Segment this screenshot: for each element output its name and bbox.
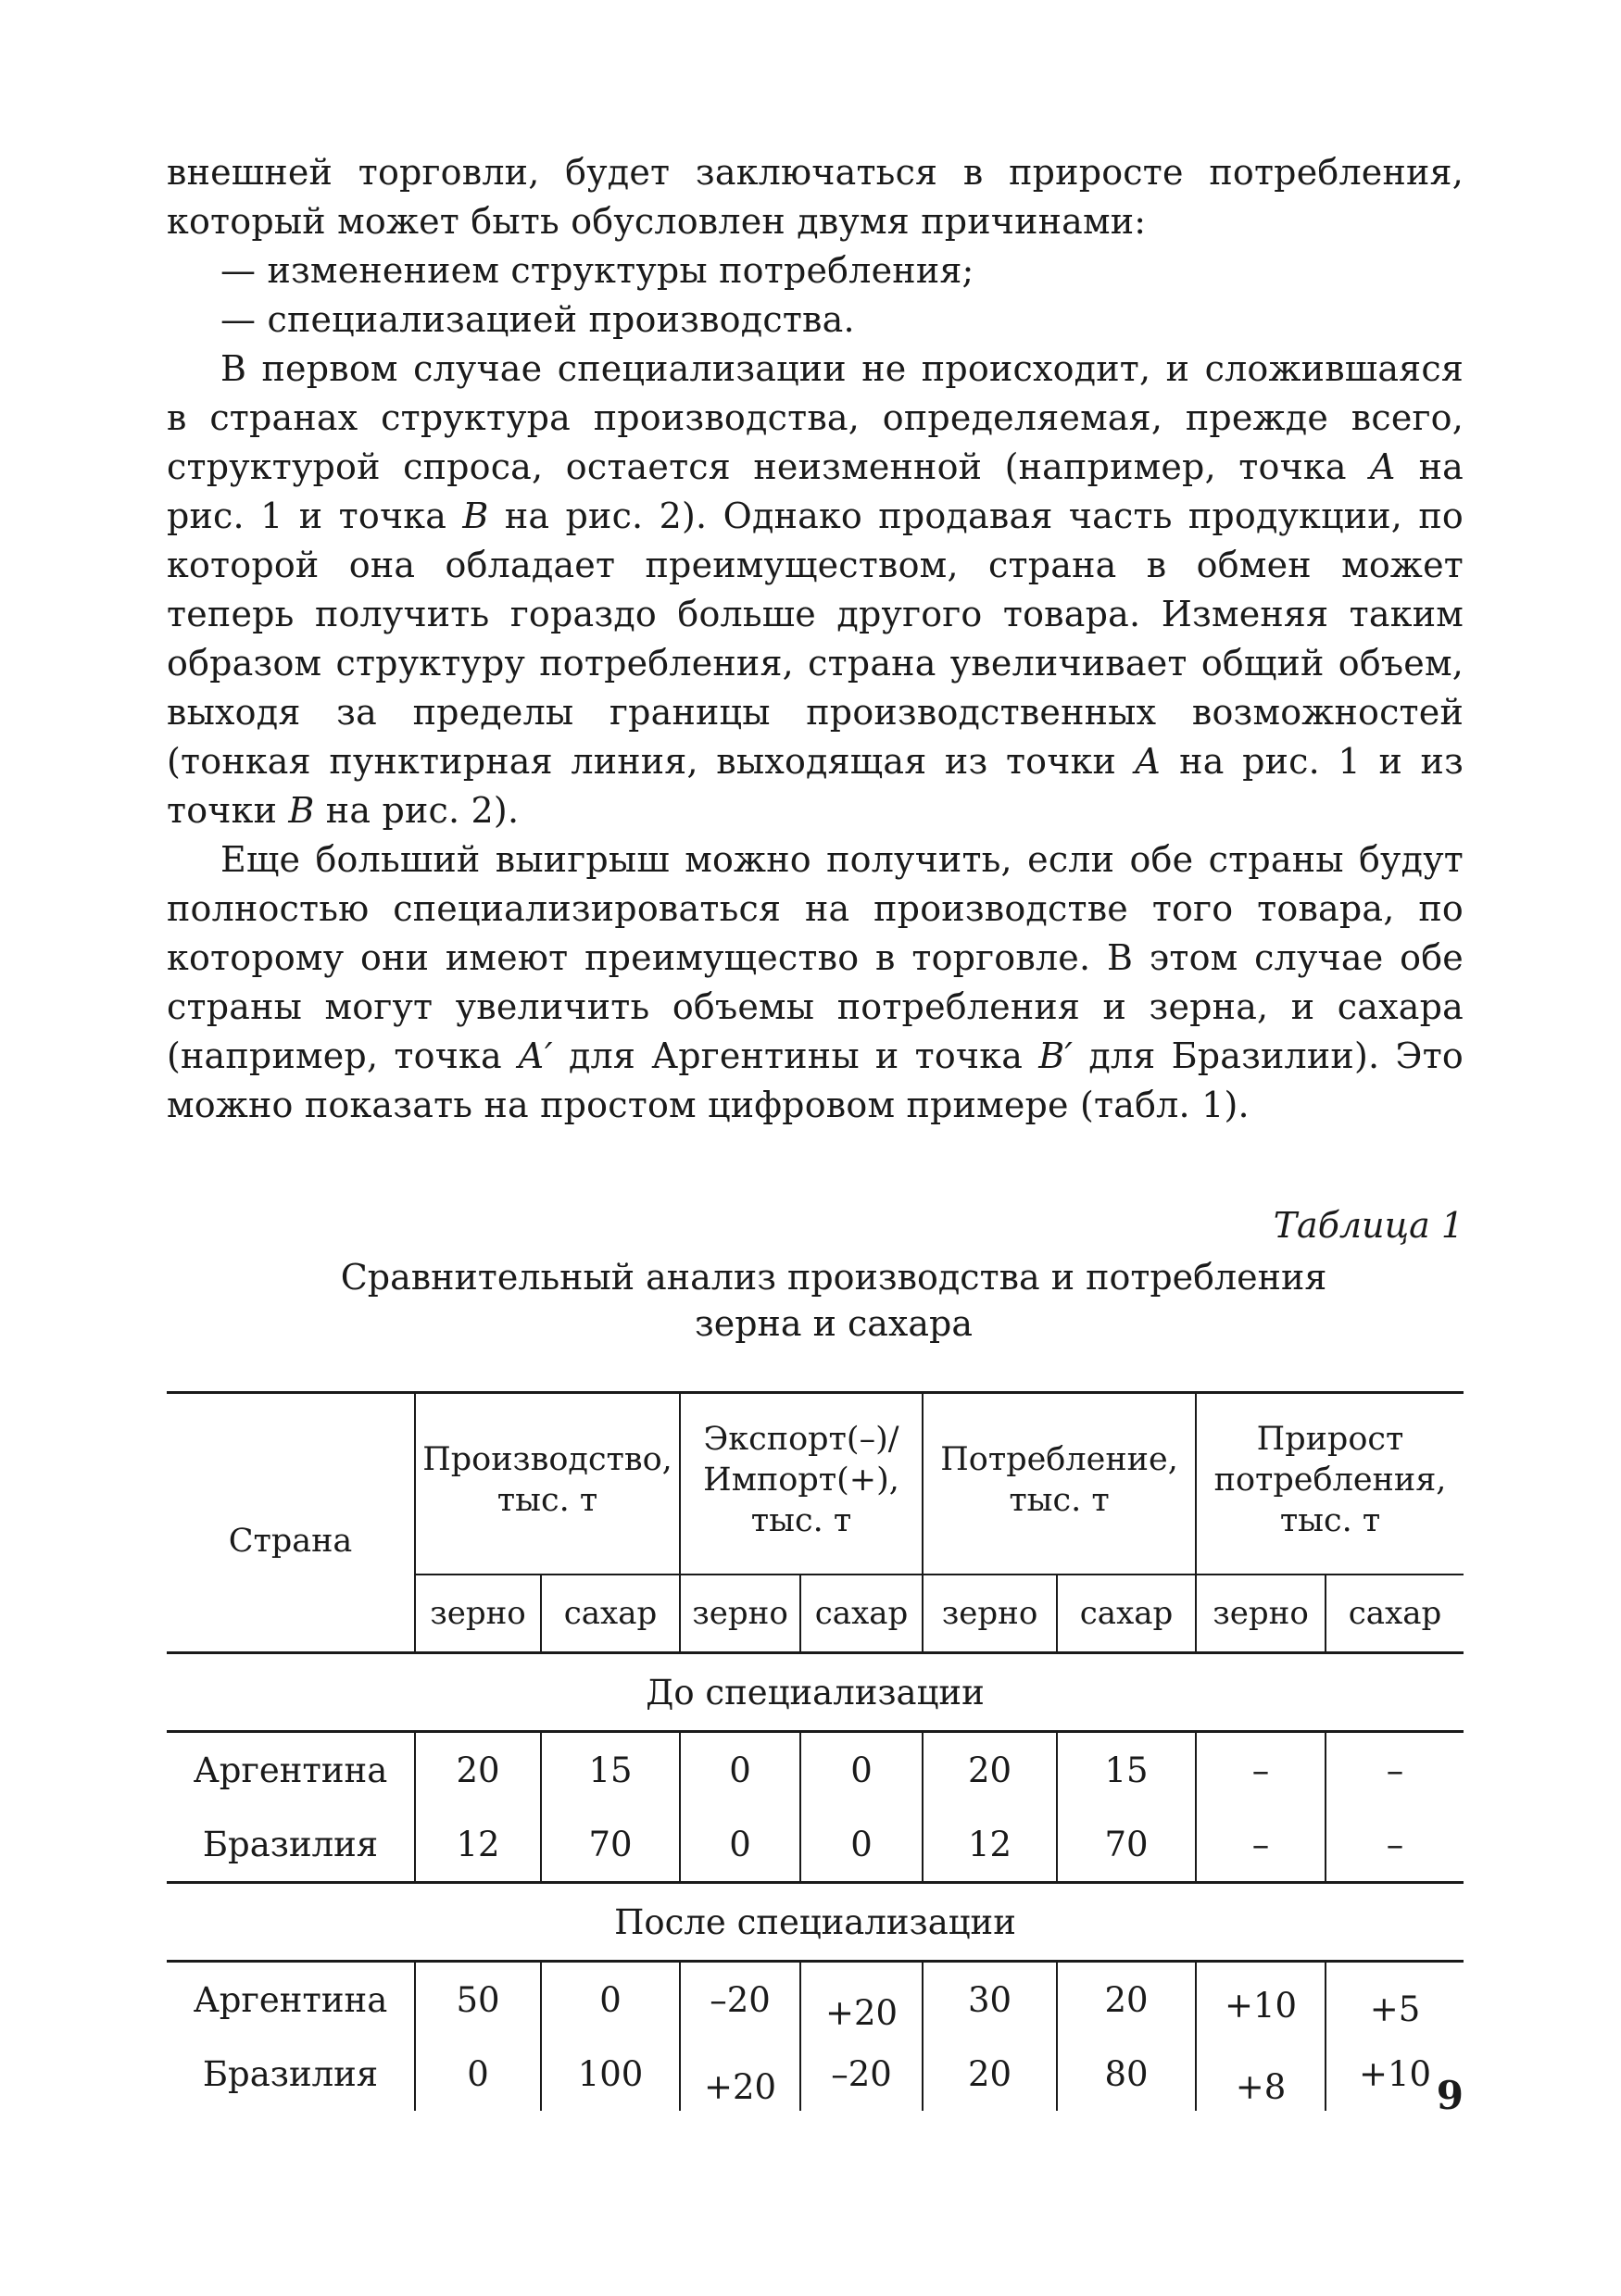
header-country: Страна — [167, 1393, 415, 1653]
value-cell — [1196, 2037, 1326, 2111]
section-row-before — [167, 1653, 1464, 1732]
subheader-cell: зерно — [1196, 1575, 1326, 1653]
value-text: +5 — [1369, 1989, 1421, 2029]
paragraph-2-text: на рис. 1 и из точки — [167, 741, 1464, 831]
point-a-label: А — [1369, 446, 1397, 487]
value-cell: 15 — [541, 1732, 680, 1808]
paragraph-3-text: Еще больший выигрыш можно получить, если обе страны будут полностью специализироваться на производстве того товара, по которому они имеют преимущество в торговле. В этом случае обе страны могут увеличить объемы потребления и зерна, и сахара (например, точка — [167, 839, 1464, 1076]
value-cell: 0 — [680, 1807, 800, 1883]
header-export-import: Экспорт(–)/ Импорт(+), тыс. т — [680, 1393, 923, 1575]
point-b-label: В — [462, 496, 489, 536]
country-cell: Аргентина — [193, 1979, 388, 2020]
value-cell — [1326, 1962, 1464, 2038]
table-row — [167, 2037, 1464, 2111]
value-cell: 20 — [1057, 1962, 1196, 2038]
section-after-label: После специализации — [167, 1883, 1464, 1962]
paragraph-2-text: В первом случае специализации не происходит, и сложившаяся в странах структура производства, определяемая, прежде всего, структурой спроса, остается неизменной (например, точка — [167, 348, 1464, 487]
value-cell: +10 — [1326, 2037, 1464, 2111]
paragraph-2-text: на рис. 2). — [314, 790, 520, 831]
subheader-cell: сахар — [1057, 1575, 1196, 1653]
table-header-row — [167, 1393, 1464, 1575]
country-cell: Бразилия — [202, 2053, 379, 2094]
value-text: +20 — [824, 1992, 898, 2033]
value-cell — [800, 1962, 923, 2038]
value-cell: 70 — [541, 1807, 680, 1883]
header-consumption: Потребление, тыс. т — [923, 1393, 1196, 1575]
value-cell: 0 — [800, 1732, 923, 1808]
subheader-cell: сахар — [1326, 1575, 1464, 1653]
value-cell: 80 — [1057, 2037, 1196, 2111]
value-cell: 30 — [923, 1962, 1057, 2038]
paragraph-3-text: для Бразилии). Это можно показать на простом цифровом примере (табл. 1). — [167, 1035, 1464, 1125]
paragraph-2-text: на рис. 2). Однако продавая часть продукции, по которой она обладает преимуществом, страна в обмен может теперь получить гораздо больше другого товара. Изменяя таким образом структуру потребления, страна увеличивает общий объем, выходя за пределы границы производственных возможностей (тонкая пунктирная линия, выходящая из точки — [167, 496, 1464, 782]
value-cell: 0 — [800, 1807, 923, 1883]
value-cell: 15 — [1057, 1732, 1196, 1808]
point-b-label: В — [288, 790, 315, 831]
table-label: Таблица 1 — [1273, 1205, 1464, 1246]
value-cell: – — [1196, 1732, 1326, 1808]
paragraph-2-text: на рис. 1 и точка — [167, 446, 1464, 536]
table-row — [167, 1732, 1464, 1808]
point-a-label: А — [1134, 741, 1162, 782]
value-cell: – — [1326, 1732, 1464, 1808]
value-cell: 70 — [1057, 1807, 1196, 1883]
paragraph-1: внешней торговли, будет заключаться в приросте потребления, который может быть обусловлен двумя причинами: — [167, 152, 1464, 242]
page-content — [167, 148, 1464, 2111]
value-cell: 20 — [415, 1732, 541, 1808]
value-cell: 12 — [923, 1807, 1057, 1883]
point-a-prime-label: А′ — [517, 1035, 553, 1076]
country-cell: Аргентина — [193, 1750, 388, 1790]
value-cell: –20 — [800, 2037, 923, 2111]
body-text — [167, 148, 1464, 1130]
paragraph-3-text: для Аргентины и точка — [552, 1035, 1039, 1076]
value-cell: – — [1326, 1807, 1464, 1883]
table-row — [167, 1962, 1464, 2038]
value-text: +10 — [1224, 1985, 1298, 2026]
list-item-1: — изменением структуры потребления; — [220, 250, 974, 291]
subheader-cell: зерно — [680, 1575, 800, 1653]
value-cell: 20 — [923, 2037, 1057, 2111]
subheader-cell: сахар — [541, 1575, 680, 1653]
country-cell: Бразилия — [167, 1807, 415, 1883]
header-production: Производство, тыс. т — [415, 1393, 680, 1575]
value-cell: – — [1196, 1807, 1326, 1883]
section-row-after — [167, 1883, 1464, 1962]
value-text: +8 — [1235, 2066, 1287, 2107]
paragraph-3 — [167, 835, 1464, 1130]
list-item-2: — специализацией производства. — [220, 299, 855, 340]
value-cell: 0 — [680, 1732, 800, 1808]
table-title-line-2: зерна и сахара — [694, 1303, 973, 1344]
table-row — [167, 1807, 1464, 1883]
subheader-cell: зерно — [415, 1575, 541, 1653]
page-number: 9 — [1436, 2073, 1464, 2118]
value-cell: –20 — [680, 1962, 800, 2038]
table-title-line-1: Сравнительный анализ производства и потребления — [340, 1257, 1327, 1298]
point-b-prime-label: В′ — [1038, 1035, 1074, 1076]
table-title — [167, 1254, 1464, 1347]
subheader-cell: зерно — [923, 1575, 1057, 1653]
value-cell: 20 — [923, 1732, 1057, 1808]
value-cell: 12 — [415, 1807, 541, 1883]
value-text: +20 — [703, 2066, 777, 2107]
subheader-cell: сахар — [800, 1575, 923, 1653]
comparison-table — [167, 1391, 1464, 2111]
value-cell: 0 — [415, 2037, 541, 2111]
value-cell: 50 — [415, 1962, 541, 2038]
paragraph-2 — [167, 345, 1464, 835]
value-cell — [1196, 1962, 1326, 2038]
header-consumption-growth: Прирост потребления, тыс. т — [1196, 1393, 1464, 1575]
value-cell: 100 — [541, 2037, 680, 2111]
value-cell — [680, 2037, 800, 2111]
section-before-label: До специализации — [167, 1653, 1464, 1732]
value-cell: 0 — [541, 1962, 680, 2038]
